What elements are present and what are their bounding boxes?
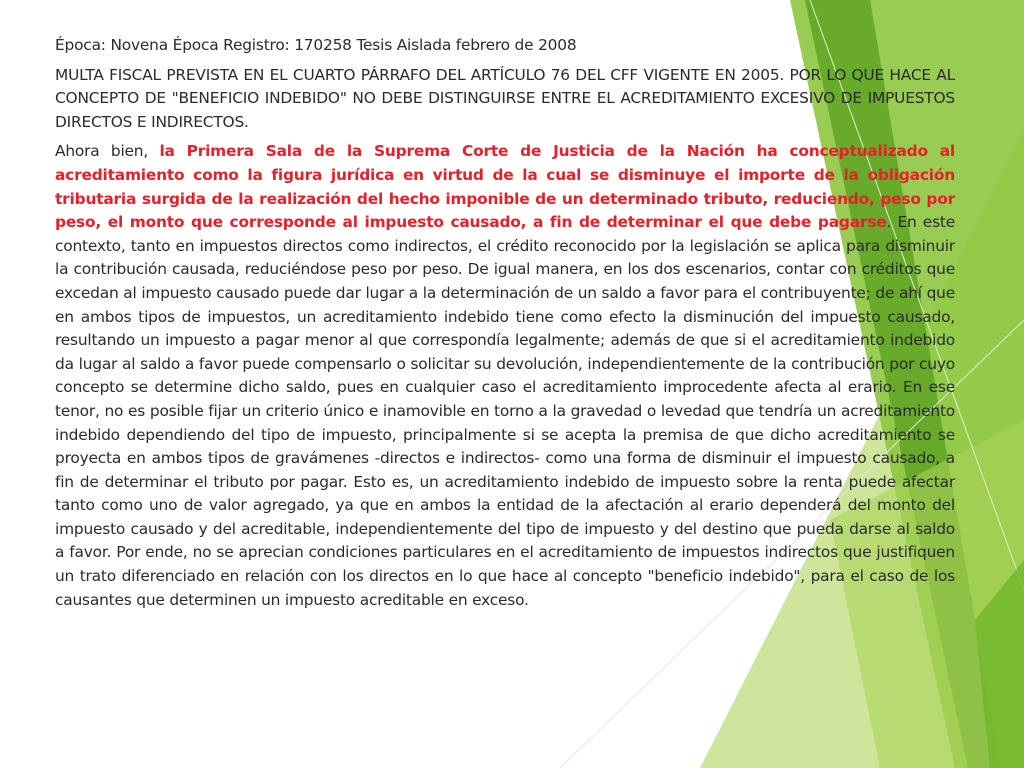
body-rest: . En este contexto, tanto en impuestos directos como indirectos, el crédito reconocido por la legislación se aplica para disminuir la contribución causada, reduciéndose peso por peso. De igual manera, en los dos escenarios, contar con créditos que excedan al impuesto causado puede dar lugar a la determinación de un saldo a favor para el contribuyente; de ahí que en ambos tipos de impuestos, un acreditamiento indebido tiene como efecto la disminución del impuesto causado, resultando un impuesto a pagar menor al que correspondía legalmente; además de que si el acreditamiento indebido da lugar al saldo a favor puede compensarlo o solicitar su devolución, independientemente de la contribución por cuyo concepto se determine dicho saldo, pues en cualquier caso el acreditamiento improcedente afecta al erario. En ese tenor, no es posible fijar un criterio único e inamovible en torno a la gravedad o levedad que tendría un acreditamiento indebido dependiendo del tipo de impuesto, principalmente si se acepta la premisa de que dicho acreditamiento se proyecta en ambos tipos de gravámenes -directos e indirectos- como una forma de disminuir el impuesto causado, a fin de determinar el tributo por pagar. Esto es, un acreditamiento indebido de impuesto sobre la renta puede afectar tanto como uno de valor agregado, ya que en ambos la entidad de la afectación al erario dependerá del monto del impuesto causado y del acreditable, independientemente del tipo de impuesto y del destino que pueda darse al saldo a favor. Por ende, no se aprecian condiciones particulares en el acreditamiento de impuestos indirectos que justifiquen un trato diferenciado en relación con los directos en lo que hace al concepto "beneficio indebido", para el caso de los causantes que determinen un impuesto acreditable en exceso.: [55, 213, 955, 609]
thesis-header: Época: Novena Época Registro: 170258 Tesis Aislada febrero de 2008: [55, 36, 577, 54]
body-highlight: la Primera Sala de la Suprema Corte de Justicia de la Nación ha conceptualizado al acreditamiento como la figura jurídica en virtud de la cual se disminuye el importe de la obligación tributaria surgida de la realización del hecho imponible de un determinado tributo, reduciendo, peso por peso, el monto que corresponde al impuesto causado, a fin de determinar el que debe pagarse: [55, 142, 955, 232]
thesis-body: [55, 140, 955, 612]
body-intro: Ahora bien,: [55, 142, 160, 161]
slide-content: [55, 34, 955, 612]
thesis-title: MULTA FISCAL PREVISTA EN EL CUARTO PÁRRAFO DEL ARTÍCULO 76 DEL CFF VIGENTE EN 2005. POR LO QUE HACE AL CONCEPTO DE "BENEFICIO INDEBIDO" NO DEBE DISTINGUIRSE ENTRE EL ACREDITAMIENTO EXCESIVO DE IMPUESTOS DIRECTOS E INDIRECTOS.: [55, 65, 955, 131]
